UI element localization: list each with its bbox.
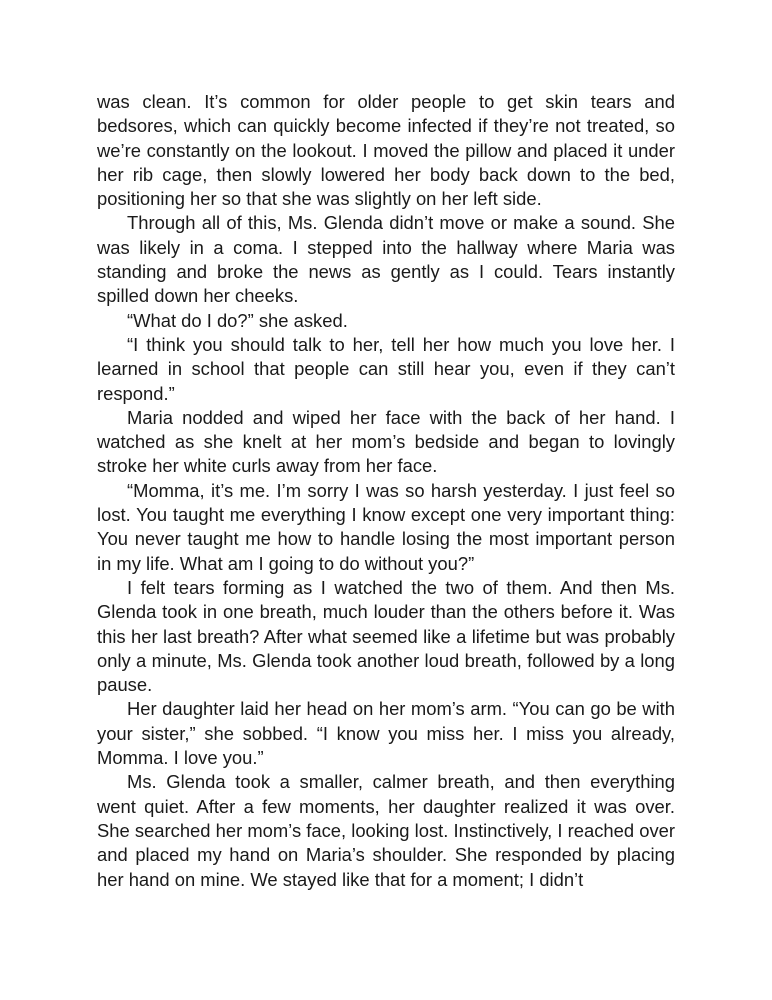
paragraph: I felt tears forming as I watched the two of them. And then Ms. Glenda took in one breath, much louder than the others before it. Was this her last breath? After what seemed like a lifetime but was probably only a minute, Ms. Glenda took another loud breath, followed by a long pause. — [97, 576, 675, 696]
paragraph: Her daughter laid her head on her mom’s arm. “You can go be with your sister,” she sobbed. “I know you miss her. I miss you already, Momma. I love you.” — [97, 698, 675, 769]
paragraph: “I think you should talk to her, tell her how much you love her. I learned in school that people can still hear you, even if they can’t respond.” — [97, 333, 675, 404]
paragraph-continued: was clean. It’s common for older people to get skin tears and bedsores, which can quickly become infected if they’re not treated, so we’re constantly on the lookout. I moved the pillow and placed it under her rib cage, then slowly lowered her body back down to the bed, positioning her so that she was slightly on her left side. — [97, 91, 675, 210]
paragraph: “What do I do?” she asked. — [127, 309, 348, 331]
paragraph: “Momma, it’s me. I’m sorry I was so harsh yesterday. I just feel so lost. You taught me everything I know except one very important thing: You never taught me how to handle losing the most important person in my life. What am I going to do without you?” — [97, 479, 675, 574]
paragraph: Maria nodded and wiped her face with the back of her hand. I watched as she knelt at her mom’s bedside and began to lovingly stroke her white curls away from her face. — [97, 406, 675, 477]
page-text — [97, 90, 675, 892]
paragraph: Through all of this, Ms. Glenda didn’t move or make a sound. She was likely in a coma. I stepped into the hallway where Maria was standing and broke the news as gently as I could. Tears instantly spilled down her cheeks. — [97, 212, 675, 307]
paragraph: Ms. Glenda took a smaller, calmer breath, and then everything went quiet. After a few moments, her daughter realized it was over. She searched her mom’s face, looking lost. Instinctively, I reached over and placed my hand on Maria’s shoulder. She responded by placing her hand on mine. We stayed like that for a moment; I didn’t — [97, 771, 675, 890]
